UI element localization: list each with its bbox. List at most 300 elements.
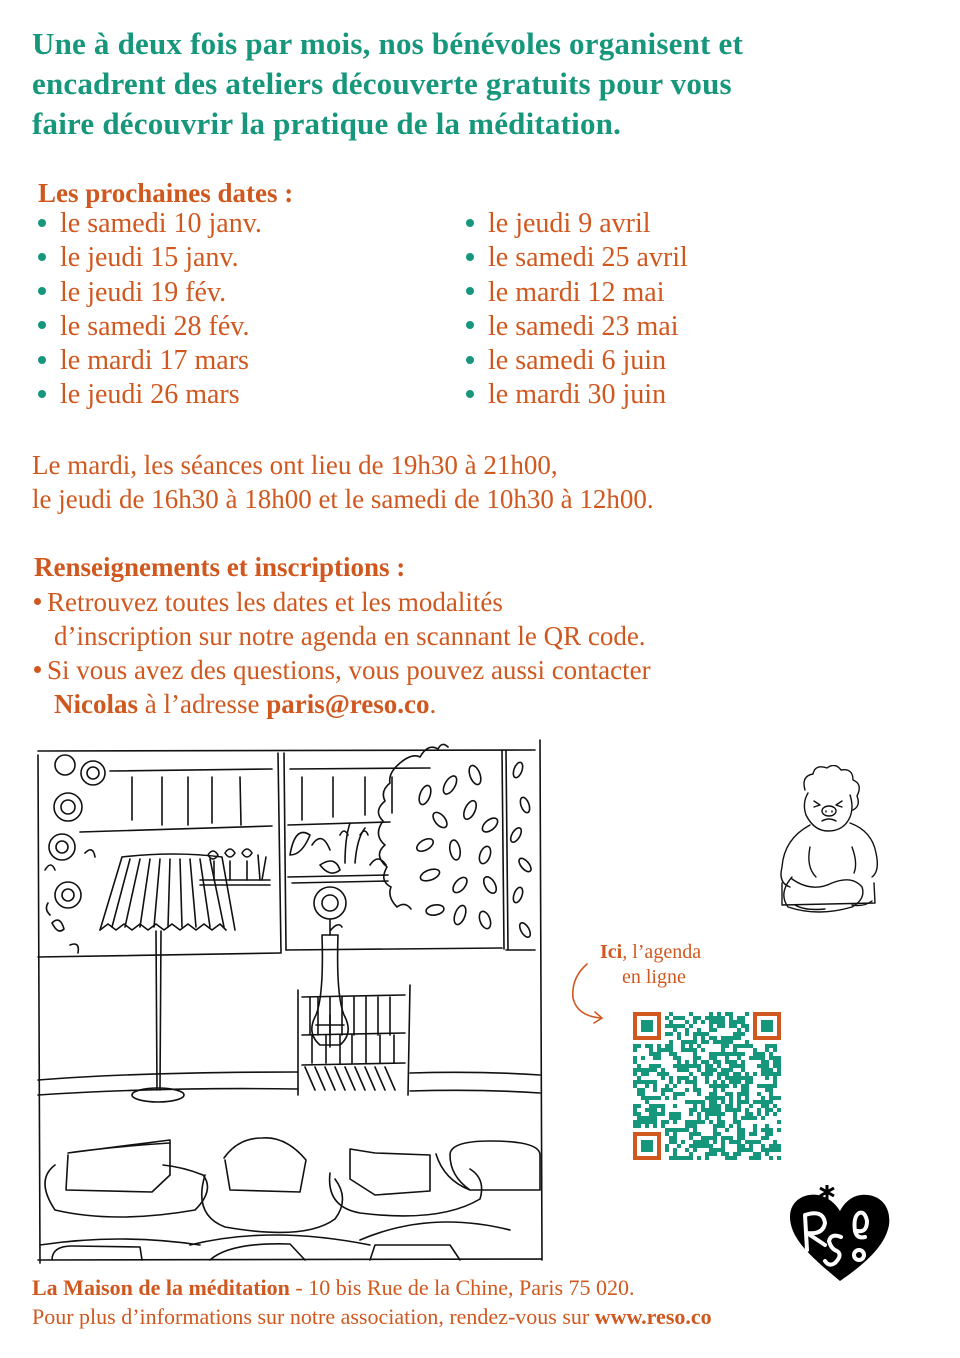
- qr-module: [737, 1092, 741, 1096]
- qr-module: [765, 1076, 769, 1080]
- qr-module: [661, 1076, 665, 1080]
- qr-module: [753, 1128, 757, 1132]
- qr-module: [737, 1120, 741, 1124]
- footer-website-line: [32, 1302, 932, 1331]
- qr-module: [757, 1100, 761, 1104]
- qr-module: [725, 1152, 729, 1156]
- qr-module: [761, 1100, 765, 1104]
- qr-module: [693, 1036, 697, 1040]
- qr-module: [689, 1144, 693, 1148]
- qr-module: [749, 1132, 753, 1136]
- bullet-icon: [38, 287, 46, 295]
- qr-module: [733, 1156, 737, 1160]
- qr-module: [741, 1064, 745, 1068]
- qr-module: [701, 1020, 705, 1024]
- qr-module: [725, 1052, 729, 1056]
- qr-module: [677, 1024, 681, 1028]
- qr-module: [777, 1096, 781, 1100]
- qr-module: [765, 1048, 769, 1052]
- qr-module: [709, 1036, 713, 1040]
- qr-module: [741, 1148, 745, 1152]
- qr-module: [765, 1112, 769, 1116]
- qr-module: [689, 1120, 693, 1124]
- qr-module: [733, 1076, 737, 1080]
- qr-module: [769, 1056, 773, 1060]
- date-label: le samedi 10 janv.: [60, 208, 262, 239]
- qr-module: [737, 1152, 741, 1156]
- qr-module: [705, 1116, 709, 1120]
- qr-module: [681, 1092, 685, 1096]
- qr-module: [765, 1100, 769, 1104]
- qr-module: [649, 1064, 653, 1068]
- qr-module: [709, 1152, 713, 1156]
- date-item: [36, 241, 262, 275]
- qr-module: [757, 1140, 761, 1144]
- bullet-icon: [38, 253, 46, 261]
- qr-module: [721, 1044, 725, 1048]
- qr-module: [709, 1028, 713, 1032]
- qr-module: [653, 1124, 657, 1128]
- qr-module: [777, 1060, 781, 1064]
- qr-module: [769, 1156, 773, 1160]
- qr-module: [765, 1128, 769, 1132]
- qr-module: [697, 1092, 701, 1096]
- qr-module: [769, 1052, 773, 1056]
- qr-module: [741, 1032, 745, 1036]
- intro-line: encadrent des ateliers découverte gratuits pour vous: [32, 66, 732, 101]
- qr-module: [689, 1132, 693, 1136]
- qr-module: [705, 1096, 709, 1100]
- qr-module: [709, 1020, 713, 1024]
- qr-module: [697, 1064, 701, 1068]
- qr-module: [761, 1084, 765, 1088]
- qr-module: [665, 1024, 669, 1028]
- date-item: [36, 276, 262, 310]
- qr-module: [721, 1140, 725, 1144]
- qr-module: [685, 1156, 689, 1160]
- qr-module: [697, 1140, 701, 1144]
- qr-module: [733, 1052, 737, 1056]
- qr-module: [637, 1124, 641, 1128]
- qr-module: [713, 1104, 717, 1108]
- bullet-icon: [38, 390, 46, 398]
- qr-module: [737, 1124, 741, 1128]
- qr-module: [689, 1108, 693, 1112]
- qr-module: [697, 1100, 701, 1104]
- bullet-icon: [34, 666, 41, 673]
- qr-module: [633, 1104, 637, 1108]
- qr-module: [773, 1044, 777, 1048]
- qr-module: [669, 1012, 673, 1016]
- qr-module: [677, 1060, 681, 1064]
- qr-finder-center: [641, 1140, 653, 1152]
- qr-module: [637, 1080, 641, 1084]
- qr-module: [709, 1100, 713, 1104]
- qr-module: [693, 1124, 697, 1128]
- qr-module: [661, 1124, 665, 1128]
- contact-email-link[interactable]: paris@reso.co: [266, 689, 430, 719]
- qr-module: [761, 1060, 765, 1064]
- qr-module: [633, 1108, 637, 1112]
- qr-module: [705, 1016, 709, 1020]
- qr-module: [721, 1080, 725, 1084]
- qr-module: [717, 1020, 721, 1024]
- qr-module: [685, 1060, 689, 1064]
- qr-module: [713, 1100, 717, 1104]
- qr-module: [773, 1064, 777, 1068]
- qr-module: [725, 1104, 729, 1108]
- qr-module: [637, 1120, 641, 1124]
- qr-module: [713, 1128, 717, 1132]
- qr-module: [761, 1072, 765, 1076]
- qr-module: [685, 1028, 689, 1032]
- qr-module: [641, 1068, 645, 1072]
- qr-module: [677, 1064, 681, 1068]
- qr-module: [721, 1100, 725, 1104]
- heart-logo-icon: [785, 1175, 895, 1285]
- qr-module: [685, 1040, 689, 1044]
- qr-module: [633, 1112, 637, 1116]
- qr-module: [657, 1052, 661, 1056]
- qr-module: [753, 1156, 757, 1160]
- qr-module: [749, 1144, 753, 1148]
- qr-module: [657, 1048, 661, 1052]
- bullet-icon: [466, 253, 474, 261]
- qr-module: [753, 1052, 757, 1056]
- qr-module: [769, 1068, 773, 1072]
- qr-module: [733, 1060, 737, 1064]
- meditation-room-illustration: [30, 735, 550, 1265]
- qr-module: [709, 1012, 713, 1016]
- date-label: le jeudi 9 avril: [488, 208, 651, 239]
- info-text: d’inscription sur notre agenda en scannant le QR code.: [54, 621, 646, 651]
- qr-module: [713, 1136, 717, 1140]
- qr-module: [709, 1092, 713, 1096]
- qr-module: [709, 1144, 713, 1148]
- qr-module: [693, 1140, 697, 1144]
- qr-module: [721, 1148, 725, 1152]
- qr-module: [777, 1108, 781, 1112]
- website-link[interactable]: www.reso.co: [594, 1304, 712, 1329]
- qr-module: [697, 1056, 701, 1060]
- qr-module: [717, 1016, 721, 1020]
- intro-paragraph: [32, 24, 932, 144]
- qr-module: [693, 1056, 697, 1060]
- qr-module: [709, 1016, 713, 1020]
- qr-module: [681, 1048, 685, 1052]
- qr-module: [697, 1028, 701, 1032]
- qr-module: [753, 1072, 757, 1076]
- qr-module: [665, 1032, 669, 1036]
- qr-module: [661, 1108, 665, 1112]
- qr-module: [729, 1140, 733, 1144]
- qr-module: [769, 1100, 773, 1104]
- curved-arrow-icon: [565, 960, 615, 1030]
- qr-module: [665, 1096, 669, 1100]
- qr-module: [757, 1112, 761, 1116]
- qr-module: [753, 1048, 757, 1052]
- qr-module: [761, 1136, 765, 1140]
- qr-module: [725, 1156, 729, 1160]
- qr-module: [645, 1120, 649, 1124]
- qr-module: [713, 1060, 717, 1064]
- qr-module: [645, 1072, 649, 1076]
- qr-module: [657, 1096, 661, 1100]
- qr-module: [713, 1108, 717, 1112]
- qr-module: [729, 1064, 733, 1068]
- qr-module: [753, 1152, 757, 1156]
- qr-module: [713, 1040, 717, 1044]
- qr-module: [705, 1136, 709, 1140]
- qr-module: [701, 1060, 705, 1064]
- qr-module: [709, 1056, 713, 1060]
- qr-module: [713, 1092, 717, 1096]
- qr-module: [769, 1092, 773, 1096]
- qr-module: [737, 1144, 741, 1148]
- qr-module: [697, 1088, 701, 1092]
- qr-module: [769, 1108, 773, 1112]
- qr-module: [689, 1152, 693, 1156]
- qr-module: [673, 1028, 677, 1032]
- qr-module: [633, 1124, 637, 1128]
- date-item: [36, 378, 262, 412]
- qr-module: [733, 1116, 737, 1120]
- qr-module: [645, 1084, 649, 1088]
- qr-module: [741, 1068, 745, 1072]
- qr-code-icon[interactable]: [633, 1012, 781, 1160]
- qr-module: [741, 1088, 745, 1092]
- qr-module: [765, 1108, 769, 1112]
- qr-module: [693, 1052, 697, 1056]
- qr-module: [641, 1080, 645, 1084]
- qr-module: [673, 1052, 677, 1056]
- qr-module: [721, 1052, 725, 1056]
- qr-module: [681, 1044, 685, 1048]
- qr-module: [761, 1144, 765, 1148]
- qr-module: [713, 1020, 717, 1024]
- qr-module: [709, 1024, 713, 1028]
- qr-module: [733, 1084, 737, 1088]
- date-item: [464, 378, 688, 412]
- date-item: [36, 310, 262, 344]
- qr-module: [777, 1156, 781, 1160]
- qr-finder-center: [761, 1020, 773, 1032]
- qr-module: [757, 1064, 761, 1068]
- qr-module: [669, 1128, 673, 1132]
- qr-module: [713, 1068, 717, 1072]
- qr-module: [745, 1116, 749, 1120]
- qr-module: [757, 1084, 761, 1088]
- qr-module: [737, 1020, 741, 1024]
- qr-module: [713, 1080, 717, 1084]
- qr-module: [745, 1140, 749, 1144]
- qr-module: [661, 1048, 665, 1052]
- info-item-agenda: [32, 585, 912, 653]
- qr-module: [669, 1052, 673, 1056]
- qr-module: [737, 1148, 741, 1152]
- qr-module: [777, 1128, 781, 1132]
- qr-module: [721, 1048, 725, 1052]
- qr-module: [665, 1084, 669, 1088]
- qr-module: [649, 1112, 653, 1116]
- qr-module: [709, 1104, 713, 1108]
- qr-module: [697, 1112, 701, 1116]
- qr-module: [749, 1104, 753, 1108]
- qr-module: [721, 1112, 725, 1116]
- qr-module: [745, 1100, 749, 1104]
- qr-module: [741, 1016, 745, 1020]
- qr-module: [733, 1064, 737, 1068]
- qr-module: [705, 1108, 709, 1112]
- qr-module: [761, 1064, 765, 1068]
- qr-module: [693, 1076, 697, 1080]
- qr-module: [689, 1072, 693, 1076]
- qr-module: [725, 1036, 729, 1040]
- qr-module: [733, 1032, 737, 1036]
- qr-module: [645, 1068, 649, 1072]
- qr-module: [769, 1096, 773, 1100]
- qr-module: [653, 1064, 657, 1068]
- qr-module: [661, 1092, 665, 1096]
- qr-module: [701, 1104, 705, 1108]
- qr-module: [721, 1152, 725, 1156]
- date-item: [464, 344, 688, 378]
- qr-module: [685, 1120, 689, 1124]
- qr-module: [653, 1116, 657, 1120]
- date-label: le jeudi 26 mars: [60, 379, 240, 411]
- qr-module: [701, 1144, 705, 1148]
- qr-module: [753, 1116, 757, 1120]
- qr-module: [677, 1076, 681, 1080]
- qr-module: [749, 1076, 753, 1080]
- qr-module: [653, 1088, 657, 1092]
- qr-module: [717, 1112, 721, 1116]
- qr-module: [729, 1068, 733, 1072]
- qr-module: [661, 1120, 665, 1124]
- qr-module: [693, 1148, 697, 1152]
- qr-module: [661, 1112, 665, 1116]
- qr-module: [661, 1088, 665, 1092]
- qr-module: [717, 1072, 721, 1076]
- date-label: le mardi 30 juin: [488, 379, 667, 411]
- qr-module: [633, 1068, 637, 1072]
- qr-module: [769, 1084, 773, 1088]
- qr-module: [745, 1108, 749, 1112]
- contact-line: [32, 687, 912, 721]
- qr-module: [749, 1080, 753, 1084]
- qr-module: [653, 1108, 657, 1112]
- qr-module: [661, 1068, 665, 1072]
- qr-module: [717, 1012, 721, 1016]
- qr-module: [717, 1132, 721, 1136]
- qr-caption-line2: en ligne: [622, 966, 686, 988]
- qr-module: [657, 1056, 661, 1060]
- qr-module: [725, 1108, 729, 1112]
- qr-module: [693, 1100, 697, 1104]
- qr-module: [633, 1120, 637, 1124]
- qr-module: [641, 1072, 645, 1076]
- qr-module: [769, 1148, 773, 1152]
- qr-module: [765, 1068, 769, 1072]
- qr-module: [749, 1044, 753, 1048]
- qr-module: [737, 1136, 741, 1140]
- qr-module: [729, 1100, 733, 1104]
- qr-module: [641, 1056, 645, 1060]
- qr-module: [729, 1080, 733, 1084]
- qr-module: [653, 1096, 657, 1100]
- qr-module: [721, 1020, 725, 1024]
- qr-module: [745, 1088, 749, 1092]
- qr-module: [673, 1056, 677, 1060]
- qr-module: [681, 1076, 685, 1080]
- qr-module: [765, 1124, 769, 1128]
- dates-heading: Les prochaines dates :: [38, 178, 294, 208]
- qr-module: [669, 1076, 673, 1080]
- qr-module: [677, 1128, 681, 1132]
- qr-module: [713, 1096, 717, 1100]
- qr-module: [705, 1060, 709, 1064]
- qr-module: [745, 1072, 749, 1076]
- qr-module: [745, 1112, 749, 1116]
- qr-module: [753, 1140, 757, 1144]
- qr-module: [705, 1140, 709, 1144]
- qr-module: [761, 1096, 765, 1100]
- qr-module: [693, 1108, 697, 1112]
- footer-text: Pour plus d’informations sur notre association, rendez-vous sur: [32, 1304, 595, 1329]
- qr-module: [701, 1136, 705, 1140]
- qr-module: [761, 1148, 765, 1152]
- qr-module: [721, 1072, 725, 1076]
- qr-module: [661, 1104, 665, 1108]
- qr-module: [737, 1032, 741, 1036]
- qr-module: [673, 1128, 677, 1132]
- qr-module: [701, 1048, 705, 1052]
- qr-module: [693, 1084, 697, 1088]
- qr-module: [697, 1120, 701, 1124]
- qr-module: [729, 1012, 733, 1016]
- qr-module: [673, 1120, 677, 1124]
- qr-module: [741, 1060, 745, 1064]
- qr-module: [645, 1044, 649, 1048]
- qr-module: [757, 1152, 761, 1156]
- qr-module: [737, 1108, 741, 1112]
- qr-module: [649, 1052, 653, 1056]
- qr-module: [717, 1116, 721, 1120]
- qr-module: [709, 1096, 713, 1100]
- qr-module: [757, 1052, 761, 1056]
- qr-module: [665, 1128, 669, 1132]
- qr-module: [697, 1016, 701, 1020]
- qr-caption: [600, 940, 760, 990]
- qr-module: [649, 1108, 653, 1112]
- qr-module: [729, 1016, 733, 1020]
- venue-name: La Maison de la méditation: [32, 1275, 290, 1300]
- qr-module: [637, 1088, 641, 1092]
- qr-module: [733, 1044, 737, 1048]
- qr-module: [689, 1012, 693, 1016]
- qr-module: [693, 1016, 697, 1020]
- qr-module: [633, 1072, 637, 1076]
- qr-module: [673, 1148, 677, 1152]
- qr-module: [709, 1072, 713, 1076]
- qr-module: [649, 1120, 653, 1124]
- qr-module: [653, 1080, 657, 1084]
- qr-module: [685, 1020, 689, 1024]
- qr-module: [737, 1072, 741, 1076]
- qr-module: [745, 1148, 749, 1152]
- qr-module: [725, 1072, 729, 1076]
- bullet-icon: [466, 321, 474, 329]
